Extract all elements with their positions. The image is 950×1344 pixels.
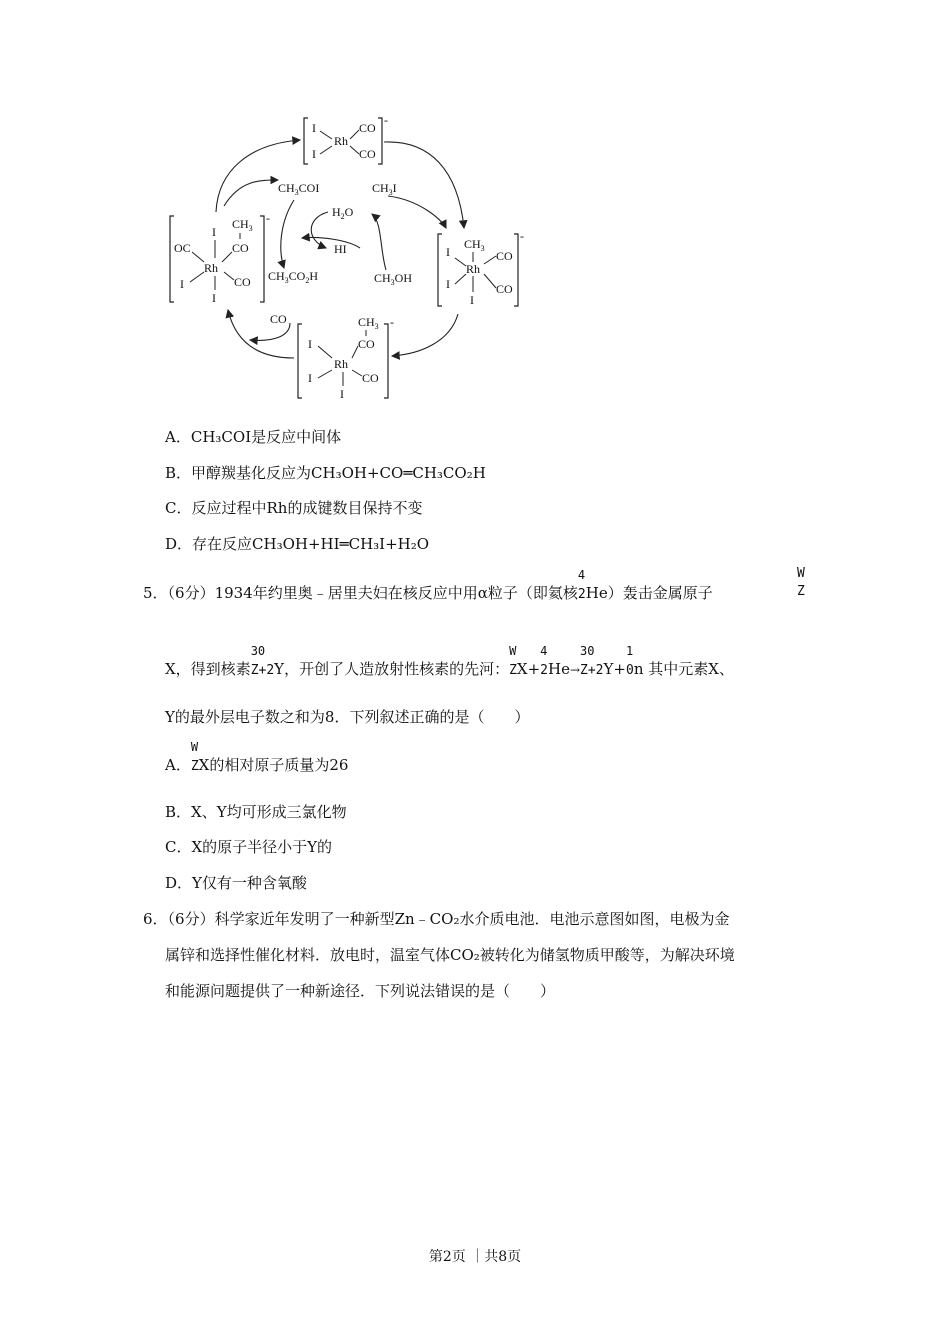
left-oc: OC <box>174 241 191 255</box>
q5-option-c: C．X的原子半径小于Y的 <box>165 838 333 856</box>
top-i1: I <box>312 121 316 135</box>
rh-catalytic-cycle-diagram <box>160 110 540 410</box>
neutron: 1 0 <box>625 644 634 678</box>
y-nuclide: 30 Z+2 <box>250 644 275 678</box>
bottom-i-bot: I <box>340 387 344 401</box>
right-co2: CO <box>496 282 513 296</box>
q4-option-a <box>165 428 341 446</box>
right-i-left: I <box>446 277 450 291</box>
right-rh: Rh <box>466 262 481 276</box>
left-i-top: I <box>212 225 216 239</box>
option-label: C． <box>165 499 192 517</box>
h2o-label: $H_2O$ <box>332 205 354 221</box>
q4-option-c <box>165 499 422 517</box>
ch3oh-label: $CH_3OH$ <box>374 271 413 287</box>
z-label-1: Z <box>797 584 805 599</box>
top-co1: CO <box>359 121 376 135</box>
bottom-ch3-sub: 3 <box>374 322 379 331</box>
bottom-i1: I <box>308 337 312 351</box>
inner-species <box>268 181 412 326</box>
q4-option-d <box>165 535 429 553</box>
top-rh-complex <box>304 113 388 164</box>
right-i-bot: I <box>470 293 474 307</box>
page-footer: 第2页 ｜共8页 <box>428 1249 522 1265</box>
bottom-ch3: CH <box>358 315 375 329</box>
right-charge: - <box>520 229 524 243</box>
he-nuclide-2: 4 2 <box>540 644 548 678</box>
bottom-co-mid: CO <box>358 337 375 351</box>
right-ch3: CH <box>464 237 481 251</box>
x-nuclide-3: W Z <box>190 740 199 774</box>
q6-line3: 和能源问题提供了一种新途径．下列说法错误的是（ ） <box>165 982 556 1000</box>
right-ch3-sub: 3 <box>480 244 485 253</box>
bottom-co: CO <box>362 371 379 385</box>
left-ch3: CH <box>232 217 249 231</box>
q5-line2: X，得到核素 30 Z+2Y，开创了人造放射性核素的先河： W ZX+ 4 2He→ 30 Z+2Y+ 1 0n 其中元素X、 <box>165 644 734 678</box>
bottom-rh: Rh <box>334 357 349 371</box>
top-i2: I <box>312 147 316 161</box>
question-number: 6． <box>143 910 168 928</box>
q6-line2: 属锌和选择性催化材料．放电时，温室气体CO₂被转化为储氢物质甲酸等，为解决环境 <box>165 946 735 964</box>
question-text: （6分）科学家近年发明了一种新型Zn﹣CO₂水介质电池．电池示意图如图，电极为金 <box>167 910 730 928</box>
question-text: （6分）1934年约里奥﹣居里夫妇在核反应中用α粒子（即氦核 <box>167 584 578 602</box>
svg-text:CH3 <box>232 217 253 233</box>
option-text: CH₃COI是反应中间体 <box>190 428 342 446</box>
he-nuclide: 4 2He <box>577 568 608 602</box>
bottom-rh-complex <box>298 315 394 401</box>
y-nuclide-2: 30 Z+2 <box>580 644 604 678</box>
svg-text:CH3 <box>358 315 379 331</box>
right-i-top: I <box>446 245 450 259</box>
question-number: 5． <box>143 584 168 602</box>
left-i-bot: I <box>212 291 216 305</box>
left-ch3-sub: 3 <box>248 224 253 233</box>
x-nuclide: W Z <box>509 644 517 678</box>
q5-option-a <box>165 740 349 776</box>
svg-text:CH3 <box>464 237 485 253</box>
left-co-mid: CO <box>232 241 249 255</box>
top-charge: - <box>384 113 388 127</box>
option-text: 甲醇羰基化反应为CH₃OH+CO═CH₃CO₂H <box>191 464 486 482</box>
q5-line3: Y的最外层电子数之和为8．下列叙述正确的是（ ） <box>165 708 530 726</box>
option-label: B． <box>165 464 192 482</box>
q5-option-b: B．X、Y均可形成三氯化物 <box>165 803 347 821</box>
q5-option-d: D．Y仅有一种含氧酸 <box>165 874 307 892</box>
option-label: D． <box>165 535 193 553</box>
left-i-left: I <box>180 277 184 291</box>
ch3co2h-label: $CH_3CO_2H$ <box>268 269 319 285</box>
right-co1: CO <box>496 249 513 263</box>
q4-option-b <box>165 464 486 482</box>
option-text: X的相对原子质量为26 <box>198 756 349 774</box>
option-text: 反应过程中Rh的成键数目保持不变 <box>191 499 423 517</box>
co-label: CO <box>270 312 287 326</box>
option-label: A． <box>165 428 191 446</box>
top-rh: Rh <box>334 134 349 148</box>
right-rh-complex <box>438 229 524 307</box>
left-rh: Rh <box>204 261 219 275</box>
option-label: A． <box>165 756 191 774</box>
left-charge: - <box>266 211 270 225</box>
bottom-i2: I <box>308 371 312 385</box>
top-co2: CO <box>359 147 376 161</box>
left-co: CO <box>234 275 251 289</box>
q5-line1: 5．（6分）1934年约里奥﹣居里夫妇在核反应中用α粒子（即氦核 4 2He）轰击金属原子 <box>143 568 713 602</box>
hi-label: HI <box>334 242 347 256</box>
bottom-charge: - <box>390 315 394 329</box>
left-rh-complex <box>170 211 270 305</box>
option-text: 存在反应CH₃OH+HI═CH₃I+H₂O <box>192 535 430 553</box>
ch3i-label: $CH_3I$ <box>372 181 397 197</box>
q6-line1 <box>143 910 729 928</box>
ch3coi-label: $CH_3COI$ <box>278 181 320 197</box>
w-label-1: W <box>797 566 805 581</box>
